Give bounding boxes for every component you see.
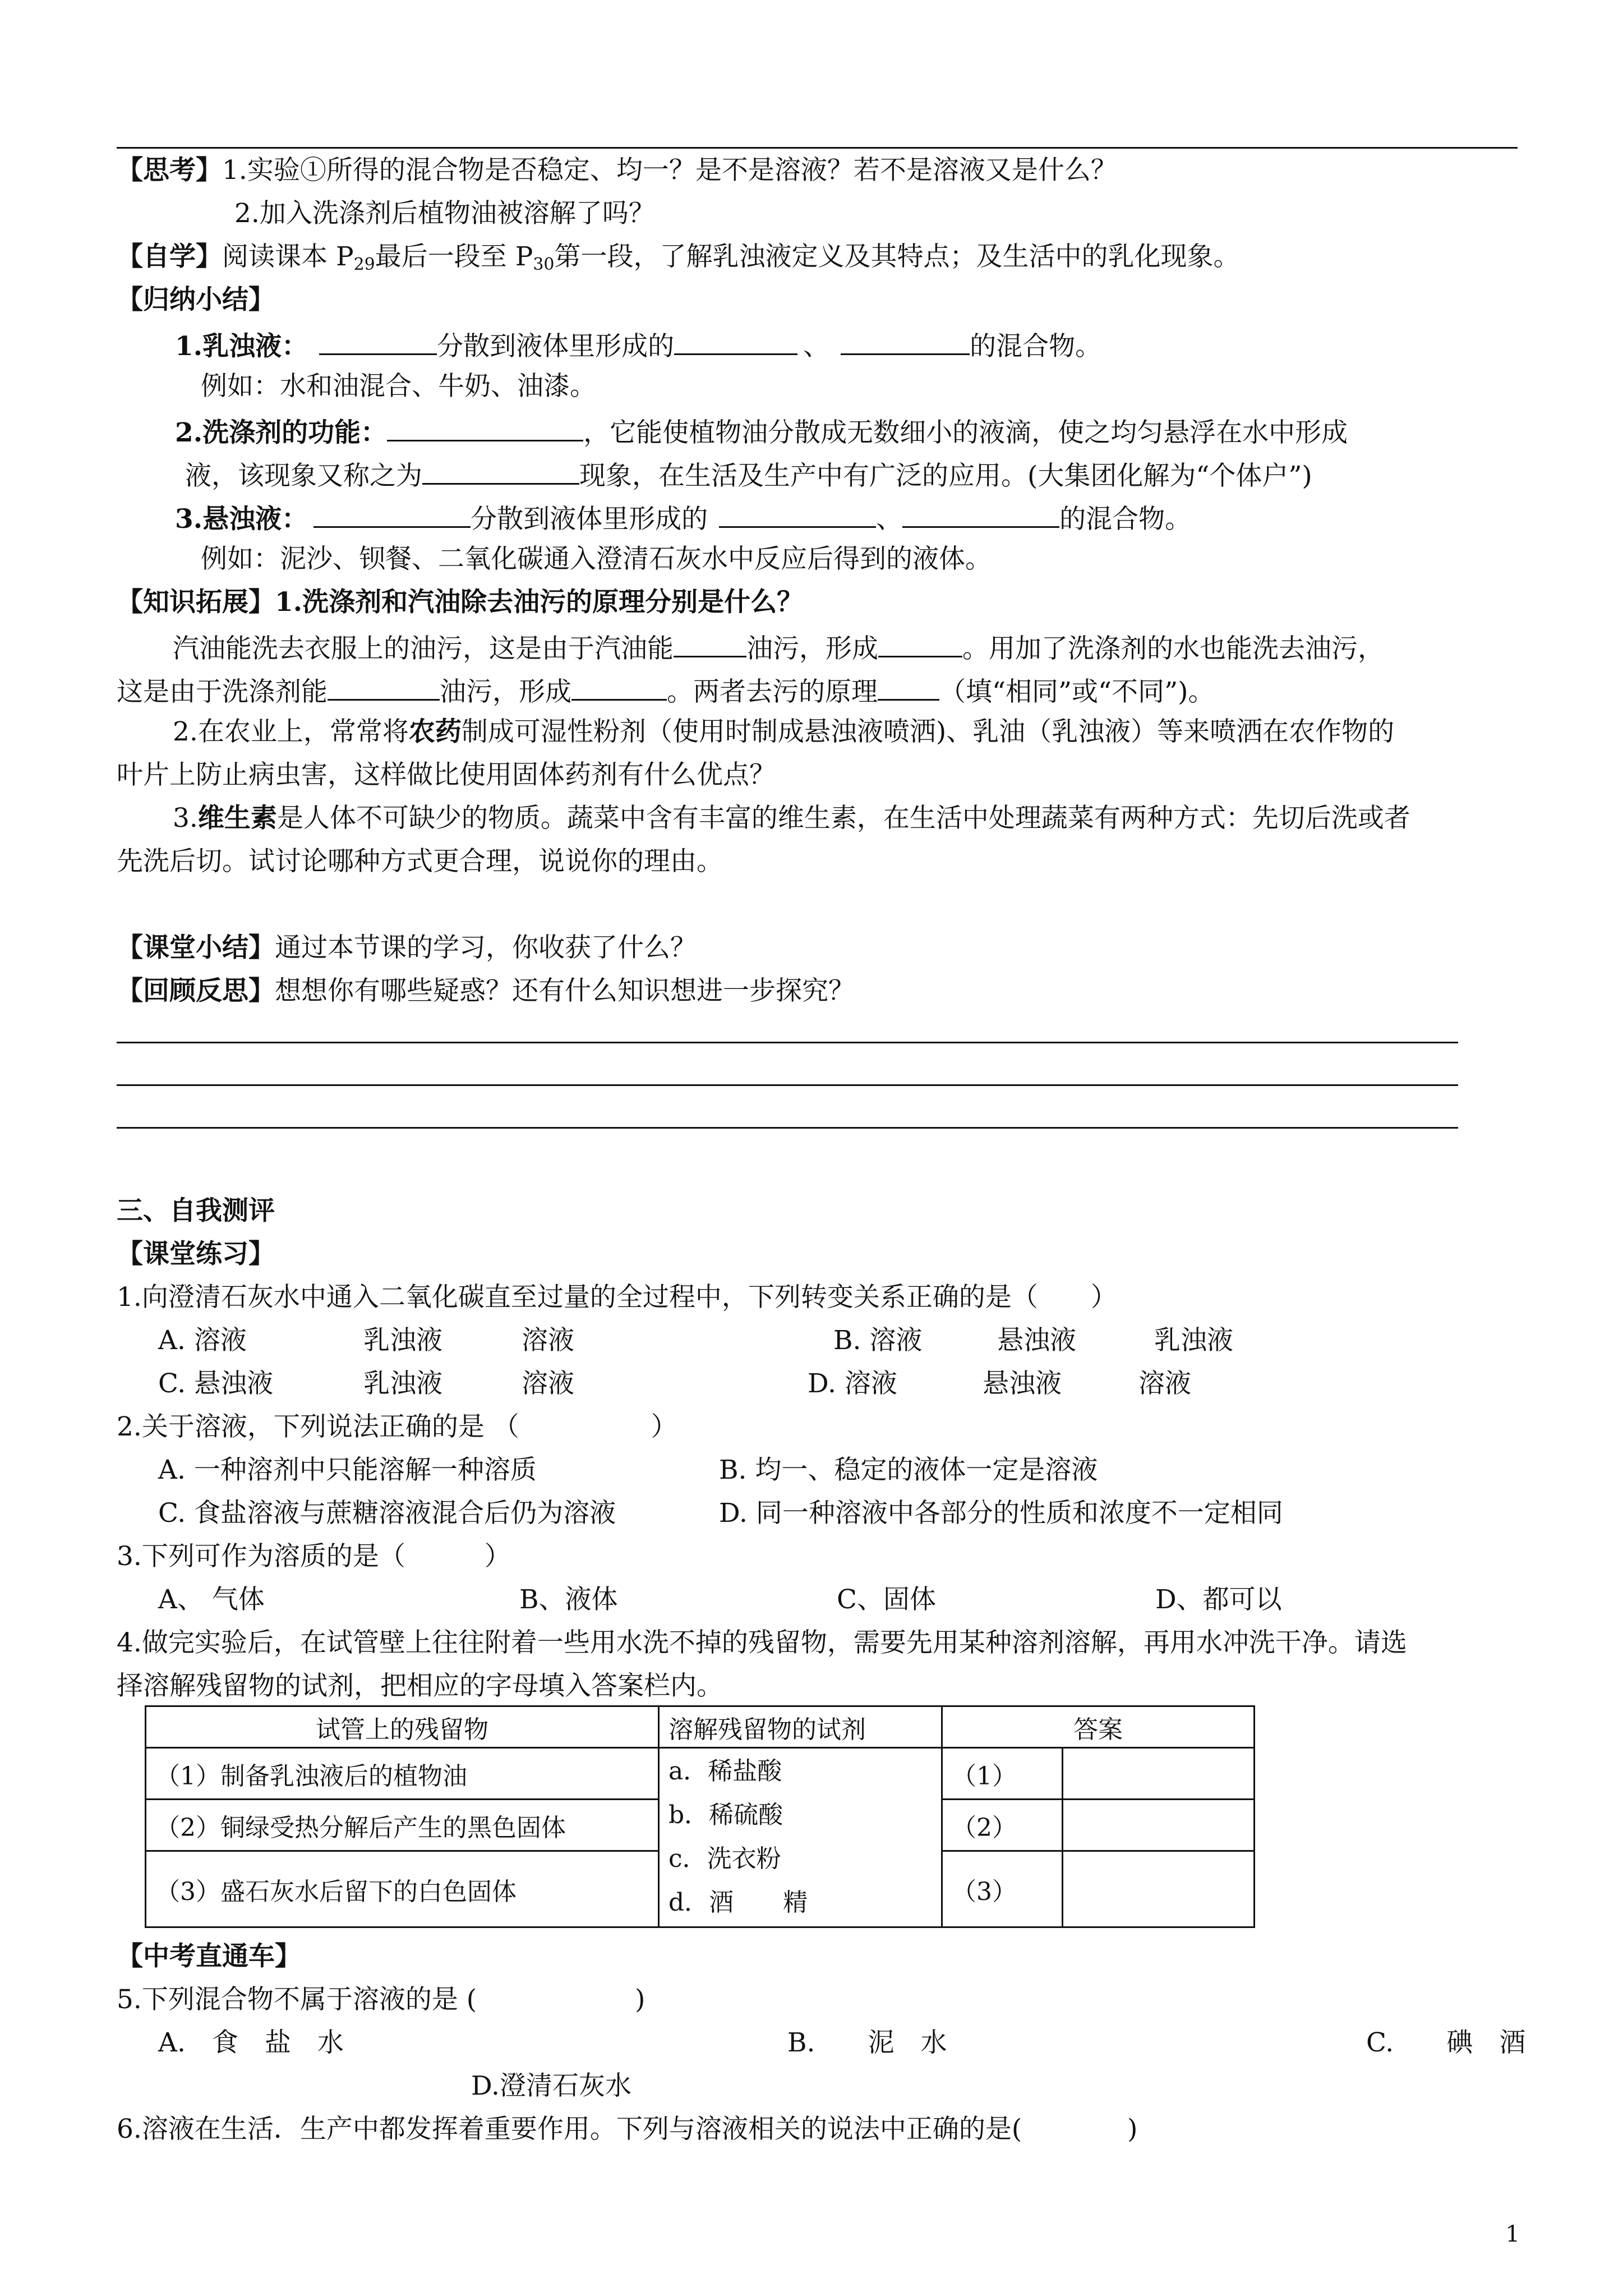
fill-blank[interactable] [422, 459, 579, 485]
summary-item-1: 1.乳浊液： 分散到液体里形成的 、 的混合物。 [175, 331, 1102, 362]
residue-cell: （1）制备乳浊液后的植物油 [146, 1748, 659, 1800]
fill-blank[interactable] [328, 675, 440, 701]
question-4-cont: 择溶解残留物的试剂，把相应的字母填入答案栏内。 [117, 1671, 723, 1701]
answer-input[interactable] [1063, 1800, 1255, 1851]
q5-option-b[interactable]: B. 泥 水 [787, 2027, 947, 2058]
q3-option-b[interactable]: B、液体 [519, 1584, 618, 1615]
answer-line[interactable] [117, 1084, 1458, 1086]
answer-label: （2） [942, 1800, 1063, 1851]
extension-paragraph-1: 汽油能洗去衣服上的油污，这是由于汽油能 油污，形成 。用加了洗涤剂的水也能洗去油污， [173, 633, 1384, 664]
think-question-1: 【思考】1.实验①所得的混合物是否稳定、均一？是不是溶液？若不是溶液又是什么？ [117, 155, 1117, 186]
fill-blank[interactable] [878, 632, 962, 657]
answer-line[interactable] [117, 1042, 1458, 1043]
q1-option-d[interactable]: D. 溶液 悬浊液 溶液 [808, 1368, 1191, 1399]
fill-blank[interactable] [674, 632, 746, 657]
answer-label: （3） [942, 1851, 1063, 1927]
question-5: 5.下列混合物不属于溶液的是 ( ) [117, 1984, 645, 2015]
reagent-cell [659, 1748, 942, 1927]
reagent-option: d．酒 精 [668, 1888, 808, 1917]
fill-blank[interactable] [841, 330, 970, 355]
q2-option-a[interactable]: A. 一种溶剂中只能溶解一种溶质 [158, 1455, 537, 1485]
summary-item-3: 3.悬浊液： 分散到液体里形成的 、 的混合物。 [175, 504, 1192, 535]
summary-item-2: 2.洗涤剂的功能： ，它能使植物油分散成无数细小的液滴，使之均匀悬浮在水中形成 [175, 417, 1348, 448]
extension-question-3-cont: 先洗后切。试讨论哪种方式更合理，说说你的理由。 [117, 846, 723, 877]
fill-blank[interactable] [571, 675, 667, 701]
fill-blank[interactable] [674, 330, 797, 355]
answer-line[interactable] [117, 1127, 1458, 1129]
fill-blank[interactable] [902, 503, 1059, 528]
q1-option-a[interactable]: A. 溶液 乳浊液 溶液 [158, 1325, 574, 1356]
question-2: 2.关于溶液，下列说法正确的是 （ ） [117, 1411, 677, 1442]
table-header: 答案 [942, 1706, 1255, 1748]
fill-blank[interactable] [878, 675, 939, 701]
q2-option-c[interactable]: C. 食盐溶液与蔗糖溶液混合后仍为溶液 [158, 1498, 616, 1529]
extension-question-3: 3.维生素是人体不可缺少的物质。蔬菜中含有丰富的维生素，在生活中处理蔬菜有两种方式：先切后洗或者 [173, 803, 1410, 834]
residue-table [145, 1705, 1255, 1928]
q1-option-c[interactable]: C. 悬浊液 乳浊液 溶液 [158, 1368, 574, 1399]
q3-option-c[interactable]: C、固体 [837, 1584, 936, 1615]
extension-paragraph-1-cont: 这是由于洗涤剂能 油污，形成 。两者去污的原理 （填“相同”或“不同”)。 [117, 677, 1215, 707]
residue-cell: （2）铜绿受热分解后产生的黑色固体 [146, 1800, 659, 1851]
q3-option-a[interactable]: A、 气体 [158, 1584, 265, 1615]
selfstudy-line: 【自学】阅读课本 $P_{29}$最后一段至 $P_{30}$第一段，了解乳浊液定义及其特点；及生活中的乳化现象。 [117, 241, 1240, 274]
question-1: 1.向澄清石灰水中通入二氧化碳直至过量的全过程中，下列转变关系正确的是（ ） [117, 1282, 1117, 1313]
summary-item-2-cont: 液，该现象又称之为 现象，在生活及生产中有广泛的应用。(大集团化解为“个体户”) [185, 461, 1312, 491]
q5-option-a[interactable]: A. 食 盐 水 [158, 2027, 344, 2058]
extension-question-2: 2.在农业上，常常将农药制成可湿性粉剂（使用时制成悬浊液喷洒)、乳油（乳浊液）等来喷洒在农作物的 [173, 716, 1395, 747]
question-6: 6.溶液在生活．生产中都发挥着重要作用。下列与溶液相关的说法中正确的是( ) [117, 2114, 1138, 2145]
question-4: 4.做完实验后，在试管壁上往往附着一些用水洗不掉的残留物，需要先用某种溶剂溶解，再用水冲洗干净。请选 [117, 1627, 1407, 1658]
page-number: 1 [1505, 2221, 1520, 2247]
q2-option-b[interactable]: B. 均一、稳定的液体一定是溶液 [719, 1455, 1098, 1485]
reflection: 【回顾反思】想想你有哪些疑惑？还有什么知识想进一步探究？ [117, 976, 855, 1006]
reagent-option: b．稀硫酸 [668, 1801, 783, 1829]
fill-blank[interactable] [313, 503, 471, 528]
extension-question-1: 【知识拓展】1.洗涤剂和汽油除去油污的原理分别是什么？ [117, 587, 804, 618]
section-title: 三、自我测评 [117, 1195, 275, 1226]
answer-input[interactable] [1063, 1748, 1255, 1800]
reagent-option: a．稀盐酸 [668, 1757, 782, 1786]
fill-blank[interactable] [319, 330, 437, 355]
table-header: 试管上的残留物 [146, 1706, 659, 1748]
q5-option-c[interactable]: C. 碘 酒 [1366, 2027, 1526, 2058]
think-tag: 【思考】 [117, 155, 222, 186]
answer-label: （1） [942, 1748, 1063, 1800]
summary-item-3-example: 例如：泥沙、钡餐、二氧化碳通入澄清石灰水中反应后得到的液体。 [201, 544, 992, 574]
q2-option-d[interactable]: D. 同一种溶液中各部分的性质和浓度不一定相同 [719, 1498, 1283, 1529]
extension-question-2-cont: 叶片上防止病虫害，这样做比使用固体药剂有什么优点？ [117, 760, 776, 790]
summary-item-1-example: 例如：水和油混合、牛奶、油漆。 [201, 371, 596, 402]
fill-blank[interactable] [719, 503, 876, 528]
summary-tag: 【归纳小结】 [117, 284, 275, 315]
residue-cell: （3）盛石灰水后留下的白色固体 [146, 1851, 659, 1927]
class-summary: 【课堂小结】通过本节课的学习，你收获了什么？ [117, 932, 697, 963]
practice-tag: 【课堂练习】 [117, 1239, 275, 1269]
q1-option-b[interactable]: B. 溶液 悬浊液 乳浊液 [833, 1325, 1233, 1356]
header-rule [117, 147, 1518, 149]
q5-option-d[interactable]: D.澄清石灰水 [471, 2070, 631, 2101]
exam-tag: 【中考直通车】 [117, 1941, 301, 1972]
q3-option-d[interactable]: D、都可以 [1155, 1584, 1282, 1615]
table-header: 溶解残留物的试剂 [659, 1706, 942, 1748]
reagent-option: c．洗衣粉 [668, 1844, 781, 1873]
fill-blank[interactable] [387, 416, 583, 441]
question-3: 3.下列可作为溶质的是（ ） [117, 1541, 511, 1572]
answer-input[interactable] [1063, 1851, 1255, 1927]
think-question-2: 2.加入洗涤剂后植物油被溶解了吗？ [234, 198, 655, 229]
